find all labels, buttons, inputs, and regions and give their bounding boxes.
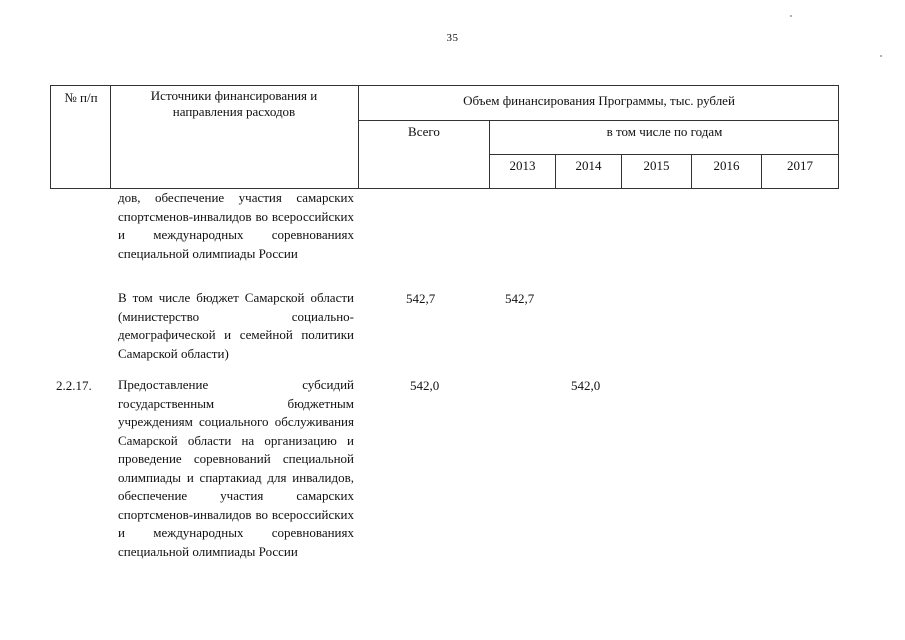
header-total-divider	[489, 120, 490, 189]
row-continuation-text: дов, обеспечение участия самарских спортсменов-инвалидов во всероссийских и международных соревнованиях специальной олимпиады России	[118, 190, 354, 261]
header-years-border	[489, 154, 839, 155]
header-left-border	[50, 85, 51, 189]
row-budget-2013: 542,7	[505, 291, 535, 306]
header-year-2017: 2017	[787, 158, 813, 173]
header-year-2016: 2016	[713, 158, 740, 173]
header-source-col: Источники финансирования и направления расходов	[150, 88, 318, 119]
header-volume-col: Объем финансирования Программы, тыс. рублей	[463, 93, 735, 108]
header-year-2014: 2014	[575, 158, 602, 173]
row-budget-text: В том числе бюджет Самарской области (министерство социально-демографической и семейной политики Самарской области)	[118, 290, 354, 361]
row-item-total: 542,0	[410, 378, 440, 393]
row-budget-total: 542,7	[406, 291, 436, 306]
header-number-col: № п/п	[64, 90, 98, 105]
header-by-years-col: в том числе по годам	[606, 124, 723, 139]
header-col1-divider	[110, 85, 111, 189]
header-mid-border	[358, 120, 839, 121]
scan-speck	[880, 55, 882, 57]
row-item-number: 2.2.17.	[56, 378, 92, 393]
header-year-2015: 2015	[643, 158, 670, 173]
row-item-text: Предоставление субсидий государственным бюджетным учреждениям социального обслуживания Самарской области на организацию и проведение соревнований специальной олимпиады и спартакиад для инвалидов, обеспечение участия самарских спортсменов-инвалидов во всероссийских и международных соревнованиях специальной олимпиады России	[118, 377, 354, 559]
header-year-2013: 2013	[509, 158, 536, 173]
header-total-col: Всего	[408, 124, 440, 139]
scan-speck	[790, 15, 792, 17]
page-number: 35	[446, 32, 459, 44]
header-right-border	[838, 85, 839, 189]
header-col2-divider	[358, 85, 359, 189]
row-item-2014: 542,0	[571, 378, 601, 393]
header-top-border	[50, 85, 839, 86]
